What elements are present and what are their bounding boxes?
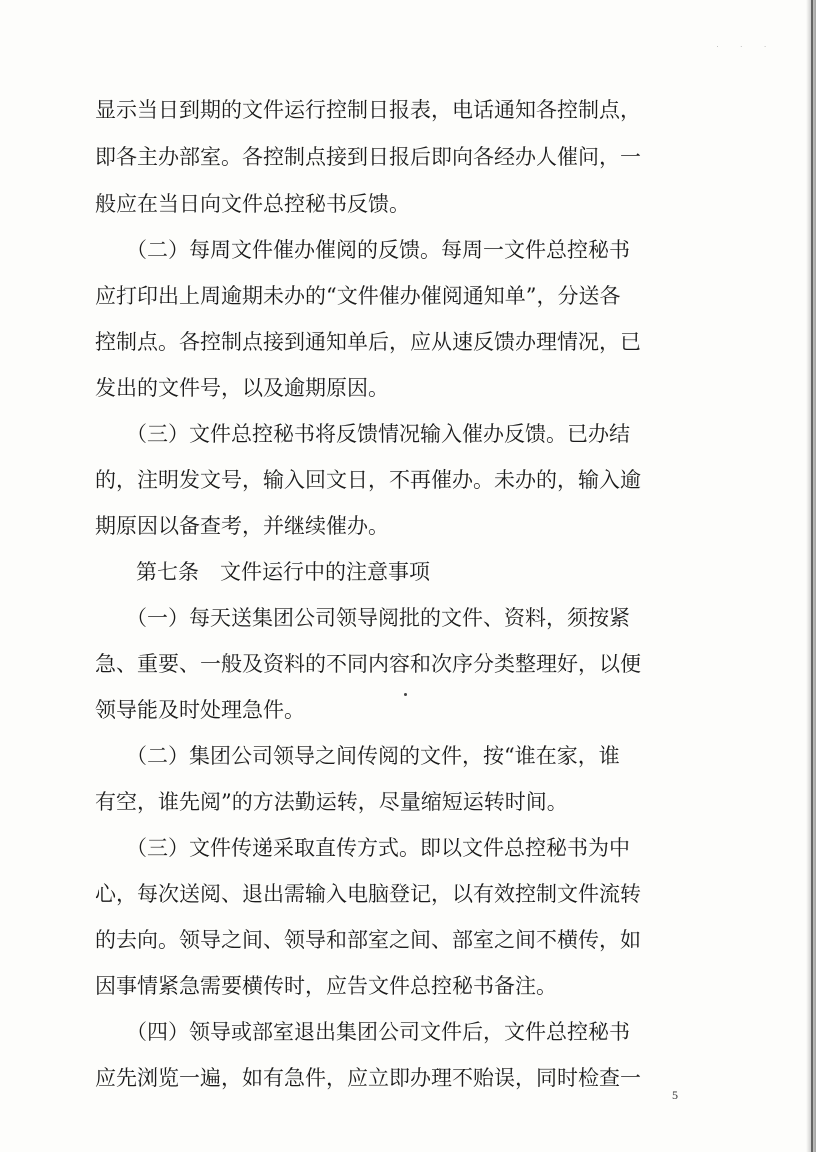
text-line-1: 显示当日到期的文件运行控制日报表，电话通知各控制点， [95,98,641,122]
text-line-20: 因事情紧急需要横传时，应告文件总控秘书备注。 [95,974,557,998]
text-line-14: 领导能及时处理急件。 [95,698,305,722]
scan-specks: · · · [716,44,776,51]
text-line-21: （四）领导或部室退出集团公司文件后，文件总控秘书 [126,1020,630,1044]
text-line-9: 的，注明发文号，输入回文日，不再催办。未办的，输入逾 [95,468,641,492]
text-line-6: 控制点。各控制点接到通知单后，应从速反馈办理情况，已 [95,330,641,354]
text-line-5: 应打印出上周逾期未办的“文件催办催阅通知单”，分送各 [95,284,621,308]
text-line-7: 发出的文件号，以及逾期原因。 [95,376,389,400]
section-heading: 第七条 文件运行中的注意事项 [136,560,430,584]
page-number: 5 [672,1088,678,1102]
scan-dot [404,693,407,696]
text-line-15: （二）集团公司领导之间传阅的文件，按“谁在家，谁 [126,744,620,768]
text-line-3: 般应在当日向文件总控秘书反馈。 [95,192,410,216]
text-line-2: 即各主办部室。各控制点接到日报后即向各经办人催问，一 [95,145,641,169]
text-line-10: 期原因以备查考，并继续催办。 [95,514,389,538]
text-line-19: 的去向。领导之间、领导和部室之间、部室之间不横传，如 [95,928,641,952]
text-line-18: 心，每次送阅、退出需输入电脑登记，以有效控制文件流转 [95,882,641,906]
text-line-16: 有空，谁先阅”的方法勤运转，尽量缩短运转时间。 [95,790,568,814]
text-line-4: （二）每周文件催办催阅的反馈。每周一文件总控秘书 [126,238,630,262]
text-line-22: 应先浏览一遍，如有急件，应立即办理不贻误，同时检查一 [95,1066,641,1090]
text-line-17: （三）文件传递采取直传方式。即以文件总控秘书为中 [126,836,630,860]
scan-edge-line [811,0,813,1152]
text-line-12: （一）每天送集团公司领导阅批的文件、资料，须按紧 [126,606,630,630]
text-line-8: （三）文件总控秘书将反馈情况输入催办反馈。已办结 [126,422,630,446]
text-line-13: 急、重要、一般及资料的不同内容和次序分类整理好，以便 [95,652,641,676]
